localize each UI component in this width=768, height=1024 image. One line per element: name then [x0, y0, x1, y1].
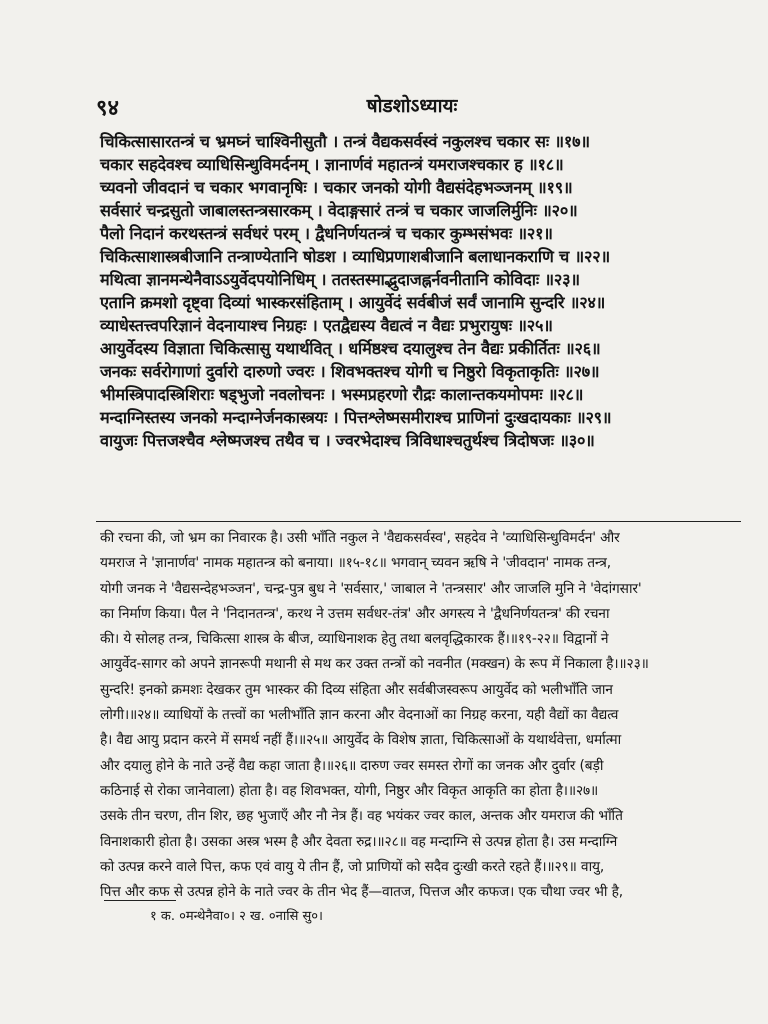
section-divider: [96, 521, 741, 522]
verse-line-17: चिकित्सासारतन्त्रं च भ्रमघ्नं चाश्विनीसुतौ । तन्त्रं वैद्यकसर्वस्वं नकुलश्च चकार सः ॥१७॥: [100, 132, 590, 151]
page-header: [96, 92, 728, 122]
verse-line-24: एतानि क्रमशो दृष्ट्वा दिव्यां भास्करसंहिताम् । आयुर्वेदं सर्वबीजं सर्वं जानामि सुन्दरि ॥२४॥: [100, 293, 606, 312]
hindi-commentary: [100, 526, 742, 905]
verse-line-18: चकार सहदेवश्च व्याधिसिन्धुविमर्दनम् । ज्ञानार्णवं महातन्त्रं यमराजश्चकार ह ॥१८॥: [100, 155, 564, 174]
verse-line-25: व्याधेस्तत्त्वपरिज्ञानं वेदनायाश्च निग्रहः । एतद्वैद्यस्य वैद्यत्वं न वैद्यः प्रभुरायुषः ॥२५॥: [100, 316, 553, 335]
commentary-line: उसके तीन चरण, तीन शिर, छह भुजाएँ और नौ नेत्र हैं। वह भयंकर ज्वर काल, अन्तक और यमराज की भाँति: [100, 808, 623, 825]
verse-line-29: मन्दाग्निस्तस्य जनको मन्दाग्नेर्जनकास्त्रयः । पित्तश्लेष्मसमीराश्च प्राणिनां दुःखदायकाः ॥२९॥: [100, 408, 612, 427]
verse-line-28: भीमस्त्रिपादस्त्रिशिराः षड्भुजो नवलोचनः । भस्मप्रहरणो रौद्रः कालान्तकयमोपमः ॥२८॥: [100, 385, 584, 404]
chapter-title: षोडशोऽध्यायः: [366, 95, 458, 117]
commentary-line: की रचना की, जो भ्रम का निवारक है। उसी भाँति नकुल ने 'वैद्यकसर्वस्व', सहदेव ने 'व्याधिसिन्धुविमर्दन' और: [100, 530, 620, 546]
commentary-line: की। ये सोलह तन्त्र, चिकित्सा शास्त्र के बीज, व्याधिनाशक हेतु तथा बलवृद्धिकारक हैं।॥१९-२२॥ विद्वानों ने: [100, 631, 609, 648]
commentary-line: योगी जनक ने 'वैद्यसन्देहभञ्जन', चन्द्र-पुत्र बुध ने 'सर्वसार,' जाबाल ने 'तन्त्रसार' और जाजलि मुनि ने 'वेदांगसार': [100, 580, 642, 597]
sanskrit-verses: [100, 130, 740, 452]
verse-line-27: जनकः सर्वरोगाणां दुर्वारो दारुणो ज्वरः । शिवभक्तश्च योगी च निष्ठुरो विकृताकृतिः ॥२७॥: [100, 362, 600, 381]
commentary-line: लोगी।॥२४॥ व्याधियों के तत्त्वों का भलीभाँति ज्ञान करना और वेदनाओं का निग्रह करना, यही वैद्यों का वैद्यत्व: [100, 707, 619, 724]
commentary-line: आयुर्वेद-सागर को अपने ज्ञानरूपी मथानी से मथ कर उक्त तन्त्रों को नवनीत (मक्खन) के रूप में निकाला है।॥२३॥: [100, 656, 649, 673]
verse-line-30: वायुजः पित्तजश्चैव श्लेष्मजश्च तथैव च । ज्वरभेदाश्च त्रिविधाश्चतुर्थश्च त्रिदोषजः ॥३०॥: [100, 431, 595, 450]
commentary-line: और दयालु होने के नाते उन्हें वैद्य कहा जाता है।॥२६॥ दारुण ज्वर समस्त रोगों का जनक और दुर्वार (बड़ी: [100, 757, 604, 774]
verse-line-20: सर्वसारं चन्द्रसुतो जाबालस्तन्त्रसारकम् । वेदाङ्गसारं तन्त्रं च चकार जाजलिर्मुनिः ॥२०॥: [100, 201, 578, 220]
commentary-line: को उत्पन्न करने वाले पित्त, कफ एवं वायु ये तीन हैं, जो प्राणियों को सदैव दुःखी करते रहते हैं।॥२९॥ वायु,: [100, 858, 605, 875]
verse-line-26: आयुर्वेदस्य विज्ञाता चिकित्सासु यथार्थवित् । धर्मिष्ठश्च दयालुश्च तेन वैद्यः प्रकीर्तितः ॥२६॥: [100, 339, 601, 358]
commentary-line: यमराज ने 'ज्ञानार्णव' नामक महातन्त्र को बनाया। ॥१५-१८॥ भगवान् च्यवन ऋषि ने 'जीवदान' नामक तन्त्र,: [100, 555, 611, 572]
commentary-line: विनाशकारी होता है। उसका अस्त्र भस्म है और देवता रुद्र।॥२८॥ वह मन्दाग्नि से उत्पन्न होता है। उस मन्दाग्नि: [100, 833, 618, 850]
verse-line-21: पैलो निदानं करथस्तन्त्रं सर्वधरं परम् । द्वैधनिर्णयतन्त्रं च चकार कुम्भसंभवः ॥२१॥: [100, 224, 553, 243]
commentary-line: का निर्माण किया। पैल ने 'निदानतन्त्र', करथ ने उत्तम सर्वधर-तंत्र' और अगस्त्य ने 'द्वैधनिर्णयतन्त्र' की रचना: [100, 605, 610, 622]
page-number: ९४: [96, 96, 119, 121]
commentary-line: पित्त और कफ से उत्पन्न होने के नाते ज्वर के तीन भेद हैं—वातज, पित्तज और कफज। एक चौथा ज्वर भी है,: [100, 884, 623, 901]
verse-line-22: चिकित्साशास्त्रबीजानि तन्त्राण्येतानि षोडश । व्याधिप्रणाशबीजानि बलाधानकराणि च ॥२२॥: [100, 247, 610, 266]
footnote: १ क. ०मन्थेनैवा०। २ ख. ०नासि सु०।: [150, 909, 323, 924]
commentary-line: सुन्दरि! इनको क्रमशः देखकर तुम भास्कर की दिव्य संहिता और सर्वबीजस्वरूप आयुर्वेद को भलीभाँति जान: [100, 681, 613, 698]
verse-line-19: च्यवनो जीवदानं च चकार भगवानृषिः । चकार जनको योगी वैद्यसंदेहभञ्जनम् ॥१९॥: [100, 178, 573, 197]
commentary-line: कठिनाई से रोका जानेवाला) होता है। वह शिवभक्त, योगी, निष्ठुर और विकृत आकृति का होता है।॥२७॥: [100, 782, 599, 799]
verse-line-23: मथित्वा ज्ञानमन्थेनैवाऽऽयुर्वेदपयोनिधिम् । ततस्तस्माद्भुदाजह्नर्नवनीतानि कोविदाः ॥२३॥: [100, 270, 580, 289]
footnote-rule: [104, 900, 176, 901]
commentary-line: है। वैद्य आयु प्रदान करने में समर्थ नहीं हैं।॥२५॥ आयुर्वेद के विशेष ज्ञाता, चिकित्साओं के यथार्थवेत्ता, धर्मात्मा: [100, 732, 622, 749]
